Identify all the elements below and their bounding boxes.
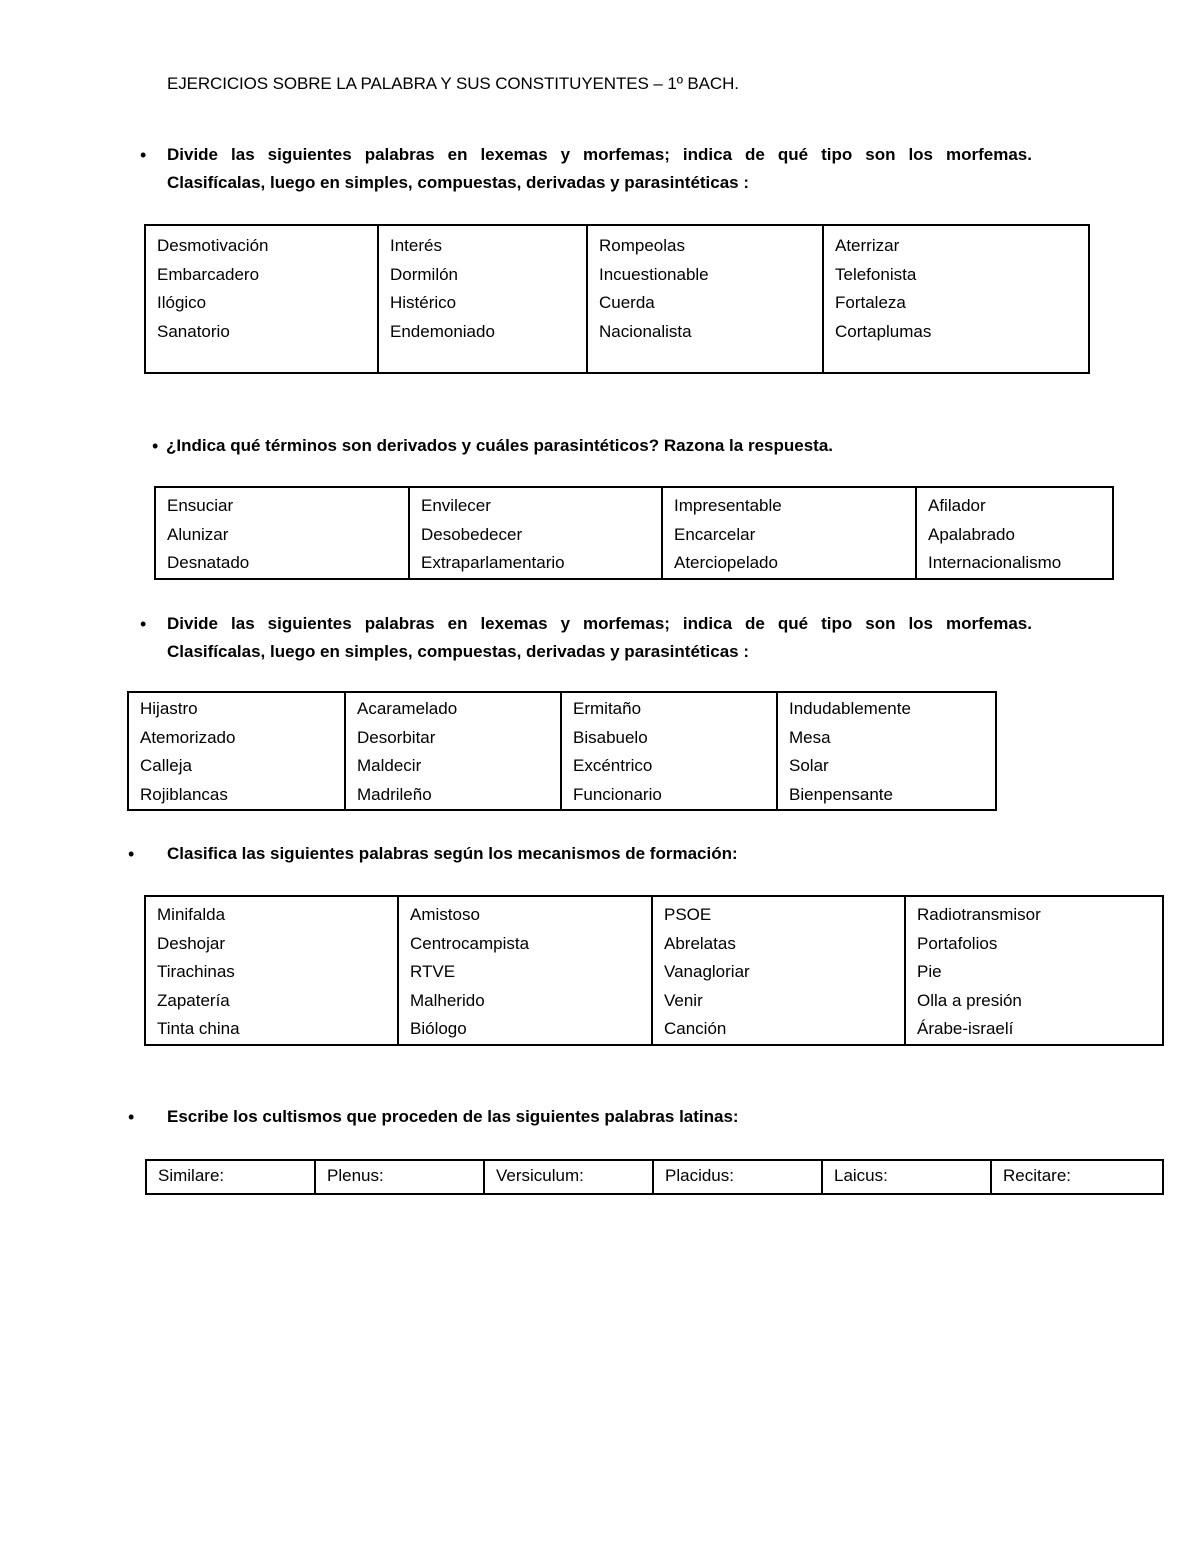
word: Minifalda	[157, 905, 226, 924]
word: Ilógico	[157, 293, 207, 312]
table-cell	[587, 225, 823, 373]
table-cell	[155, 487, 409, 579]
word: Pie	[917, 962, 942, 981]
word: Tirachinas	[157, 962, 235, 981]
word: Embarcadero	[157, 264, 260, 284]
word: Ensuciar	[167, 496, 234, 515]
bullet-icon: •	[140, 614, 147, 634]
word: Venir	[664, 990, 703, 1010]
instruction-5	[128, 1103, 1028, 1133]
word: Tinta china	[157, 1019, 240, 1038]
table-cell	[662, 487, 916, 579]
instruction-1-line1: Divide las siguientes palabras en lexemas y morfemas; indica de qué tipo son los morfemas.	[167, 145, 1032, 164]
bullet-icon: •	[128, 844, 135, 864]
word: Cortaplumas	[835, 321, 932, 341]
table-row	[145, 896, 1163, 1045]
word: Centrocampista	[410, 933, 530, 953]
latin-word-cell: Placidus:	[653, 1160, 822, 1194]
latin-words-table	[145, 1159, 1164, 1195]
word: Impresentable	[674, 496, 782, 515]
document-title: EJERCICIOS SOBRE LA PALABRA Y SUS CONSTITUYENTES – 1º BACH.	[167, 74, 739, 93]
word: RTVE	[410, 962, 456, 981]
instruction-3	[140, 610, 1040, 670]
word: Bisabuelo	[573, 727, 648, 747]
word: Dormilón	[390, 264, 459, 284]
table-cell	[378, 225, 587, 373]
word: Internacionalismo	[928, 553, 1062, 572]
word: Funcionario	[573, 784, 662, 804]
latin-word-cell: Plenus:	[315, 1160, 484, 1194]
table-cell	[145, 896, 398, 1045]
word: Portafolios	[917, 933, 998, 953]
table-cell	[561, 692, 777, 810]
instruction-5-line1: Escribe los cultismos que proceden de las siguientes palabras latinas:	[167, 1107, 739, 1126]
word-table-4	[144, 895, 1164, 1046]
word: Encarcelar	[674, 524, 756, 544]
latin-word-cell: Similare:	[146, 1160, 315, 1194]
word: PSOE	[664, 905, 712, 924]
word: Sanatorio	[157, 321, 230, 341]
table-row	[128, 692, 996, 810]
word: Desobedecer	[421, 524, 523, 544]
word: Apalabrado	[928, 524, 1015, 544]
word: Telefonista	[835, 264, 917, 284]
word: Incuestionable	[599, 264, 709, 284]
table-cell	[145, 225, 378, 373]
word: Zapatería	[157, 990, 230, 1010]
word-table-2	[154, 486, 1114, 580]
table-cell	[128, 692, 345, 810]
word: Alunizar	[167, 524, 229, 544]
instruction-4	[128, 840, 1028, 870]
latin-word-cell: Recitare:	[991, 1160, 1163, 1194]
word: Malherido	[410, 990, 485, 1010]
table-cell	[823, 225, 1089, 373]
word: Endemoniado	[390, 321, 495, 341]
instruction-3-line1: Divide las siguientes palabras en lexemas y morfemas; indica de qué tipo son los morfemas.	[167, 614, 1032, 633]
word: Aterrizar	[835, 236, 900, 255]
word: Acaramelado	[357, 699, 458, 718]
word-table-3	[127, 691, 997, 811]
word: Rojiblancas	[140, 784, 228, 804]
table-cell	[345, 692, 561, 810]
table-row	[155, 487, 1113, 579]
word: Atemorizado	[140, 727, 236, 747]
word: Indudablemente	[789, 699, 911, 718]
latin-word-cell: Versiculum:	[484, 1160, 653, 1194]
word: Excéntrico	[573, 756, 653, 775]
word: Desmotivación	[157, 236, 269, 255]
bullet-icon: •	[140, 145, 147, 165]
table-cell	[398, 896, 652, 1045]
table-cell	[916, 487, 1113, 579]
table-cell	[652, 896, 905, 1045]
word: Mesa	[789, 727, 831, 747]
word: Desorbitar	[357, 727, 436, 747]
word: Interés	[390, 236, 442, 255]
word: Envilecer	[421, 496, 491, 515]
instruction-3-line2: Clasifícalas, luego en simples, compuestas, derivadas y parasintéticas :	[167, 642, 750, 661]
word: Árabe-israelí	[917, 1019, 1014, 1038]
word: Olla a presión	[917, 990, 1022, 1010]
word: Nacionalista	[599, 321, 692, 341]
word: Deshojar	[157, 933, 226, 953]
word: Calleja	[140, 756, 192, 775]
table-cell	[905, 896, 1163, 1045]
word: Afilador	[928, 496, 986, 515]
word: Solar	[789, 756, 829, 775]
instruction-1	[140, 141, 1040, 201]
word: Ermitaño	[573, 699, 642, 718]
word: Amistoso	[410, 905, 480, 924]
word: Madrileño	[357, 784, 432, 804]
instruction-4-line1: Clasifica las siguientes palabras según los mecanismos de formación:	[167, 844, 738, 863]
word: Fortaleza	[835, 293, 906, 312]
word: Extraparlamentario	[421, 553, 565, 572]
word: Bienpensante	[789, 784, 893, 804]
instruction-2	[152, 432, 1052, 462]
word: Aterciopelado	[674, 553, 778, 572]
table-cell	[777, 692, 996, 810]
word: Vanagloriar	[664, 962, 750, 981]
word: Rompeolas	[599, 236, 685, 255]
word: Histérico	[390, 293, 457, 312]
word: Abrelatas	[664, 933, 736, 953]
word: Maldecir	[357, 756, 422, 775]
word: Cuerda	[599, 293, 655, 312]
word: Biólogo	[410, 1019, 467, 1038]
bullet-icon: •	[128, 1107, 135, 1127]
word: Radiotransmisor	[917, 905, 1041, 924]
latin-word-cell: Laicus:	[822, 1160, 991, 1194]
word: Hijastro	[140, 699, 198, 718]
word: Desnatado	[167, 553, 250, 572]
table-row	[146, 1160, 1163, 1194]
word: Canción	[664, 1019, 727, 1038]
bullet-icon: •	[152, 436, 159, 456]
table-cell	[409, 487, 662, 579]
word-table-1	[144, 224, 1090, 374]
table-row	[145, 225, 1089, 373]
instruction-1-line2: Clasifícalas, luego en simples, compuestas, derivadas y parasintéticas :	[167, 173, 750, 192]
instruction-2-line1: ¿Indica qué términos son derivados y cuáles parasintéticos? Razona la respuesta.	[166, 436, 833, 455]
